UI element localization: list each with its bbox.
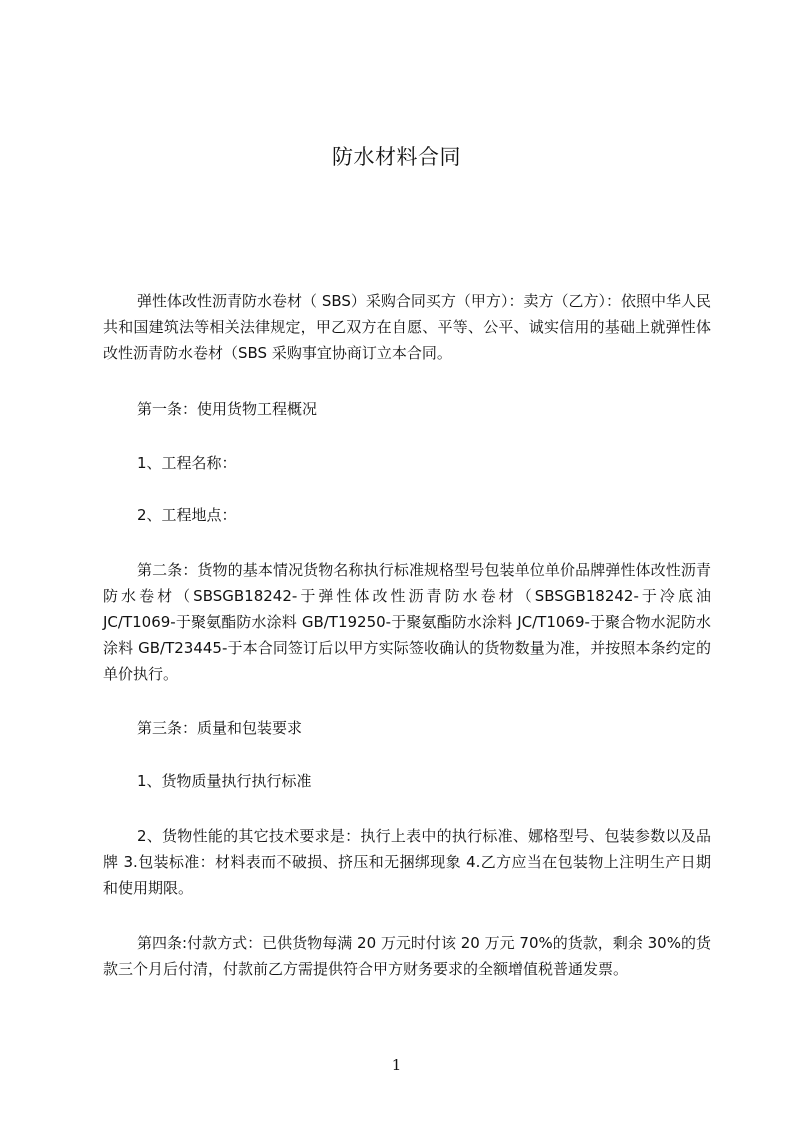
- project-name-item: 1、工程名称：: [137, 454, 237, 472]
- paragraph-preamble: 弹性体改性沥青防水卷材（ SBS）采购合同买方（甲方）：卖方（乙方）：依照中华人民共和国建筑法等相关法律规定，甲乙双方在自愿、平等、公平、诚实信用的基础上就弹性体改性沥青防水卷材（SBS 采购事宜协商订立本合同。: [103, 292, 711, 362]
- quality-standard-item: 1、货物质量执行执行标准: [137, 772, 312, 790]
- document-title: 防水材料合同: [332, 145, 461, 169]
- article-2-paragraph: 第二条：货物的基本情况货物名称执行标准规格型号包装单位单价品牌弹性体改性沥青防水卷材（SBSGB18242-于弹性体改性沥青防水卷材（SBSGB18242-于冷底油JC/T1069-于聚氨酯防水涂料 GB/T19250-于聚氨酯防水涂料 JC/T1069-于聚合物水泥防水涂料 GB/T23445-于本合同签订后以甲方实际签收确认的货物数量为准，并按照本条约定的单价执行。: [103, 561, 711, 683]
- technical-requirements-paragraph: 2、货物性能的其它技术要求是：执行上表中的执行标准、娜格型号、包装参数以及品牌 3.包装标准：材料表而不破损、挤压和无捆绑现象 4.乙方应当在包装物上注明生产日期和使用期限。: [103, 827, 711, 897]
- article-4-payment-paragraph: 第四条:付款方式：已供货物每满 20 万元时付该 20 万元 70%的货款，剩余 30%的货款三个月后付清，付款前乙方需提供符合甲方财务要求的全额增值税普通发票。: [103, 934, 711, 978]
- article-1-heading: 第一条：使用货物工程概况: [137, 400, 318, 418]
- project-location-item: 2、工程地点：: [137, 506, 237, 524]
- page-number: 1: [391, 1056, 402, 1074]
- article-3-heading: 第三条：质量和包装要求: [137, 719, 303, 737]
